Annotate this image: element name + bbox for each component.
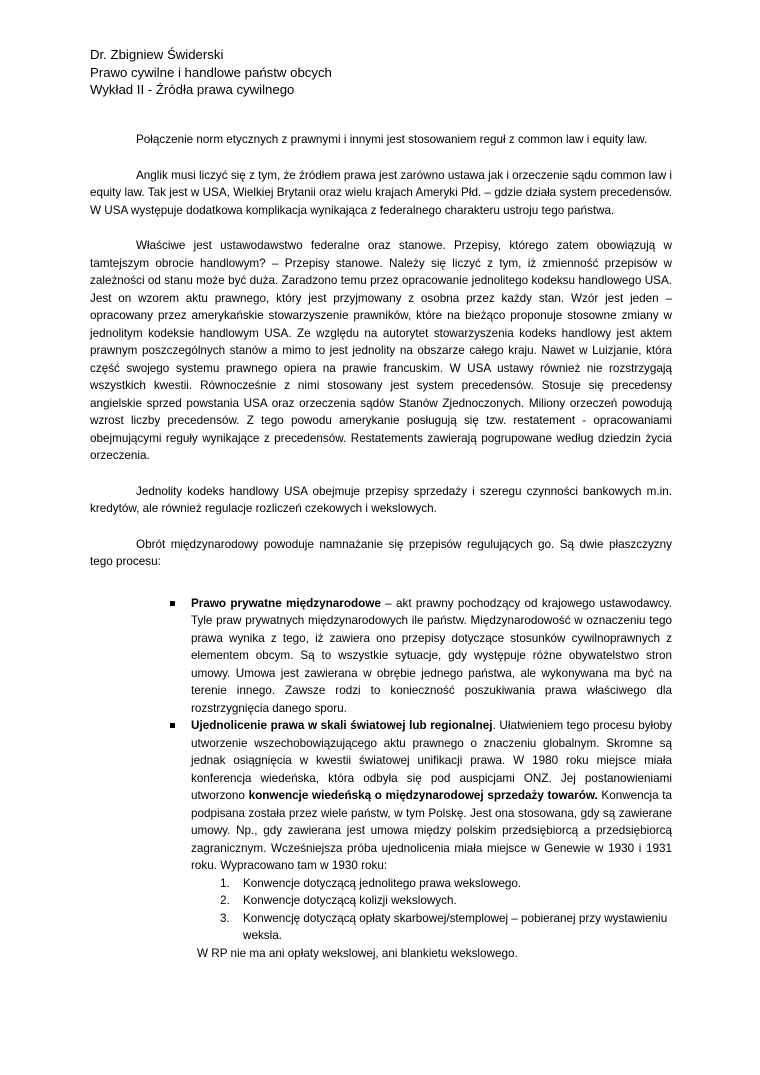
item-number: 2. xyxy=(220,894,230,907)
bullet-text-continued: Konwencja ta podpisana została przez wiele państw, w tym Polskę. Jest ona stosowana, gdy są zawierane umowy. Np., gdy zawierana jest umowa między polskim przedsiębiorcą a przedsiębiorcą zagranicznym. Wcześniejsza próba ujednolicenia miała miejsce w Genewie w 1930 i 1931 roku. Wypracowano tam w 1930 roku: xyxy=(191,789,672,872)
numbered-item xyxy=(90,892,672,910)
paragraph-5: Obrót międzynarodowy powoduje namnażanie się przepisów regulujących go. Są dwie płaszczyzny tego procesu: xyxy=(90,537,672,568)
paragraph-3: Właściwe jest ustawodawstwo federalne oraz stanowe. Przepisy, którego zatem obowiązują w tamtejszym obrocie handlowym? – Przepisy stanowe. Należy się liczyć z tym, iż zmienność przepisów w zależności od stanu może być duża. Zaradzono temu przez opracowanie jednolitego kodeksu handlowego USA. Jest on wzorem aktu prawnego, który jest przyjmowany z osobna przez każdy stan. Wzór jest jeden – opracowany przez amerykańskie stowarzyszenie prawników, które na bieżąco proponuje stosowne zmiany w jednolitym kodeksie handlowym USA. Ze względu na autorytet stowarzyszenia kodeks handlowy jest aktem prawnym poszczególnych stanów a mimo to jest jednolity na obszarze całego kraju. Nawet w Luizjanie, która część swojego systemu prawnego opiera na prawie francuskim. W USA ustawy również nie rozstrzygają wszystkich kwestii. Równocześnie z nimi stosowany jest system precedensów. Stosuje się precedensy angielskie sprzed powstania USA oraz orzeczenia sądów Stanów Zjednoczonych. Miliony orzeczeń powodują wzrost liczby precedensów. Z tego powodu amerykanie posługują się tzw. restatement - opracowaniami obejmującymi reguły wynikające z precedensów. Restatements zawierają pogrupowane według dziedzin życia orzeczenia. xyxy=(90,239,672,462)
item-text: Konwencje dotyczącą kolizji wekslowych. xyxy=(243,894,457,907)
bullet-item-private-international-law xyxy=(90,595,672,718)
item-text: Konwencje dotyczącą jednolitego prawa wekslowego. xyxy=(243,876,522,890)
numbered-item xyxy=(90,910,672,945)
item-number: 1. xyxy=(220,876,230,890)
document-header xyxy=(90,46,690,99)
square-bullet-icon xyxy=(170,723,175,728)
lecture-title: Wykład II - Źródła prawa cywilnego xyxy=(90,82,295,97)
bullet-term: Prawo prywatne międzynarodowe xyxy=(191,596,381,610)
numbered-list xyxy=(90,875,672,945)
bullet-list xyxy=(90,595,672,875)
square-bullet-icon xyxy=(170,601,175,606)
bullet-emphasis: konwencje wiedeńską o międzynarodowej sprzedaży towarów. xyxy=(248,789,598,802)
bullet-text: . Ułatwieniem tego procesu byłoby utworzenie wszechobowiązującego aktu prawnego o znaczeniu globalnym. Skromne są jednak osiągnięcia w kwestii światowej unifikacji prawa. W 1980 roku miejsce miała konferencja wiedeńska, która odbyła się pod auspicjami ONZ. Jej postanowieniami utworzono xyxy=(191,719,672,802)
paragraph-1: Połączenie norm etycznych z prawnymi i innymi jest stosowaniem reguł z common law i equity law. xyxy=(136,133,648,146)
numbered-item xyxy=(90,875,672,893)
item-number: 3. xyxy=(220,911,230,925)
bullet-text: – akt prawny pochodzący od krajowego ustawodawcy. Tyle praw prywatnych międzynarodowych ile państw. Międzynarodowość w oznaczeniu tego prawa wynika z tego, iż zawiera ono przepisy dotyczące stosunków cywilnoprawnych z elementem obcym. Są to wszystkie sytuacje, gdy występuje różne obywatelstwo stron umowy. Umowa jest zawierana w obrębie jednego państwa, ale wykonywana ma być na terenie innego. Zawsze rodzi to konieczność poszukiwania prawa właściwego dla rozstrzygnięcia danego sporu. xyxy=(191,596,673,715)
author-line: Dr. Zbigniew Świderski xyxy=(90,47,224,62)
bullet-term: Ujednolicenie prawa w skali światowej lub regionalnej xyxy=(191,719,493,732)
bullet-item-unification xyxy=(90,717,672,875)
closing-line: W RP nie ma ani opłaty wekslowej, ani blankietu wekslowego. xyxy=(197,946,518,960)
course-title: Prawo cywilne i handlowe państw obcych xyxy=(90,64,332,80)
item-text: Konwencję dotyczącą opłaty skarbowej/stemplowej – pobieranej przy wystawieniu weksla. xyxy=(243,911,668,942)
document-body xyxy=(90,131,672,962)
paragraph-4: Jednolity kodeks handlowy USA obejmuje przepisy sprzedaży i szeregu czynności bankowych m.in. kredytów, ale również regulacje rozliczeń czekowych i wekslowych. xyxy=(90,484,672,515)
paragraph-2: Anglik musi liczyć się z tym, że źródłem prawa jest zarówno ustawa jak i orzeczenie sądu common law i equity law. Tak jest w USA, Wielkiej Brytanii oraz wielu krajach Ameryki Płd. – gdzie działa system precedensów. W USA występuje dodatkowa komplikacja wynikająca z federalnego charakteru ustroju tego państwa. xyxy=(90,168,672,217)
